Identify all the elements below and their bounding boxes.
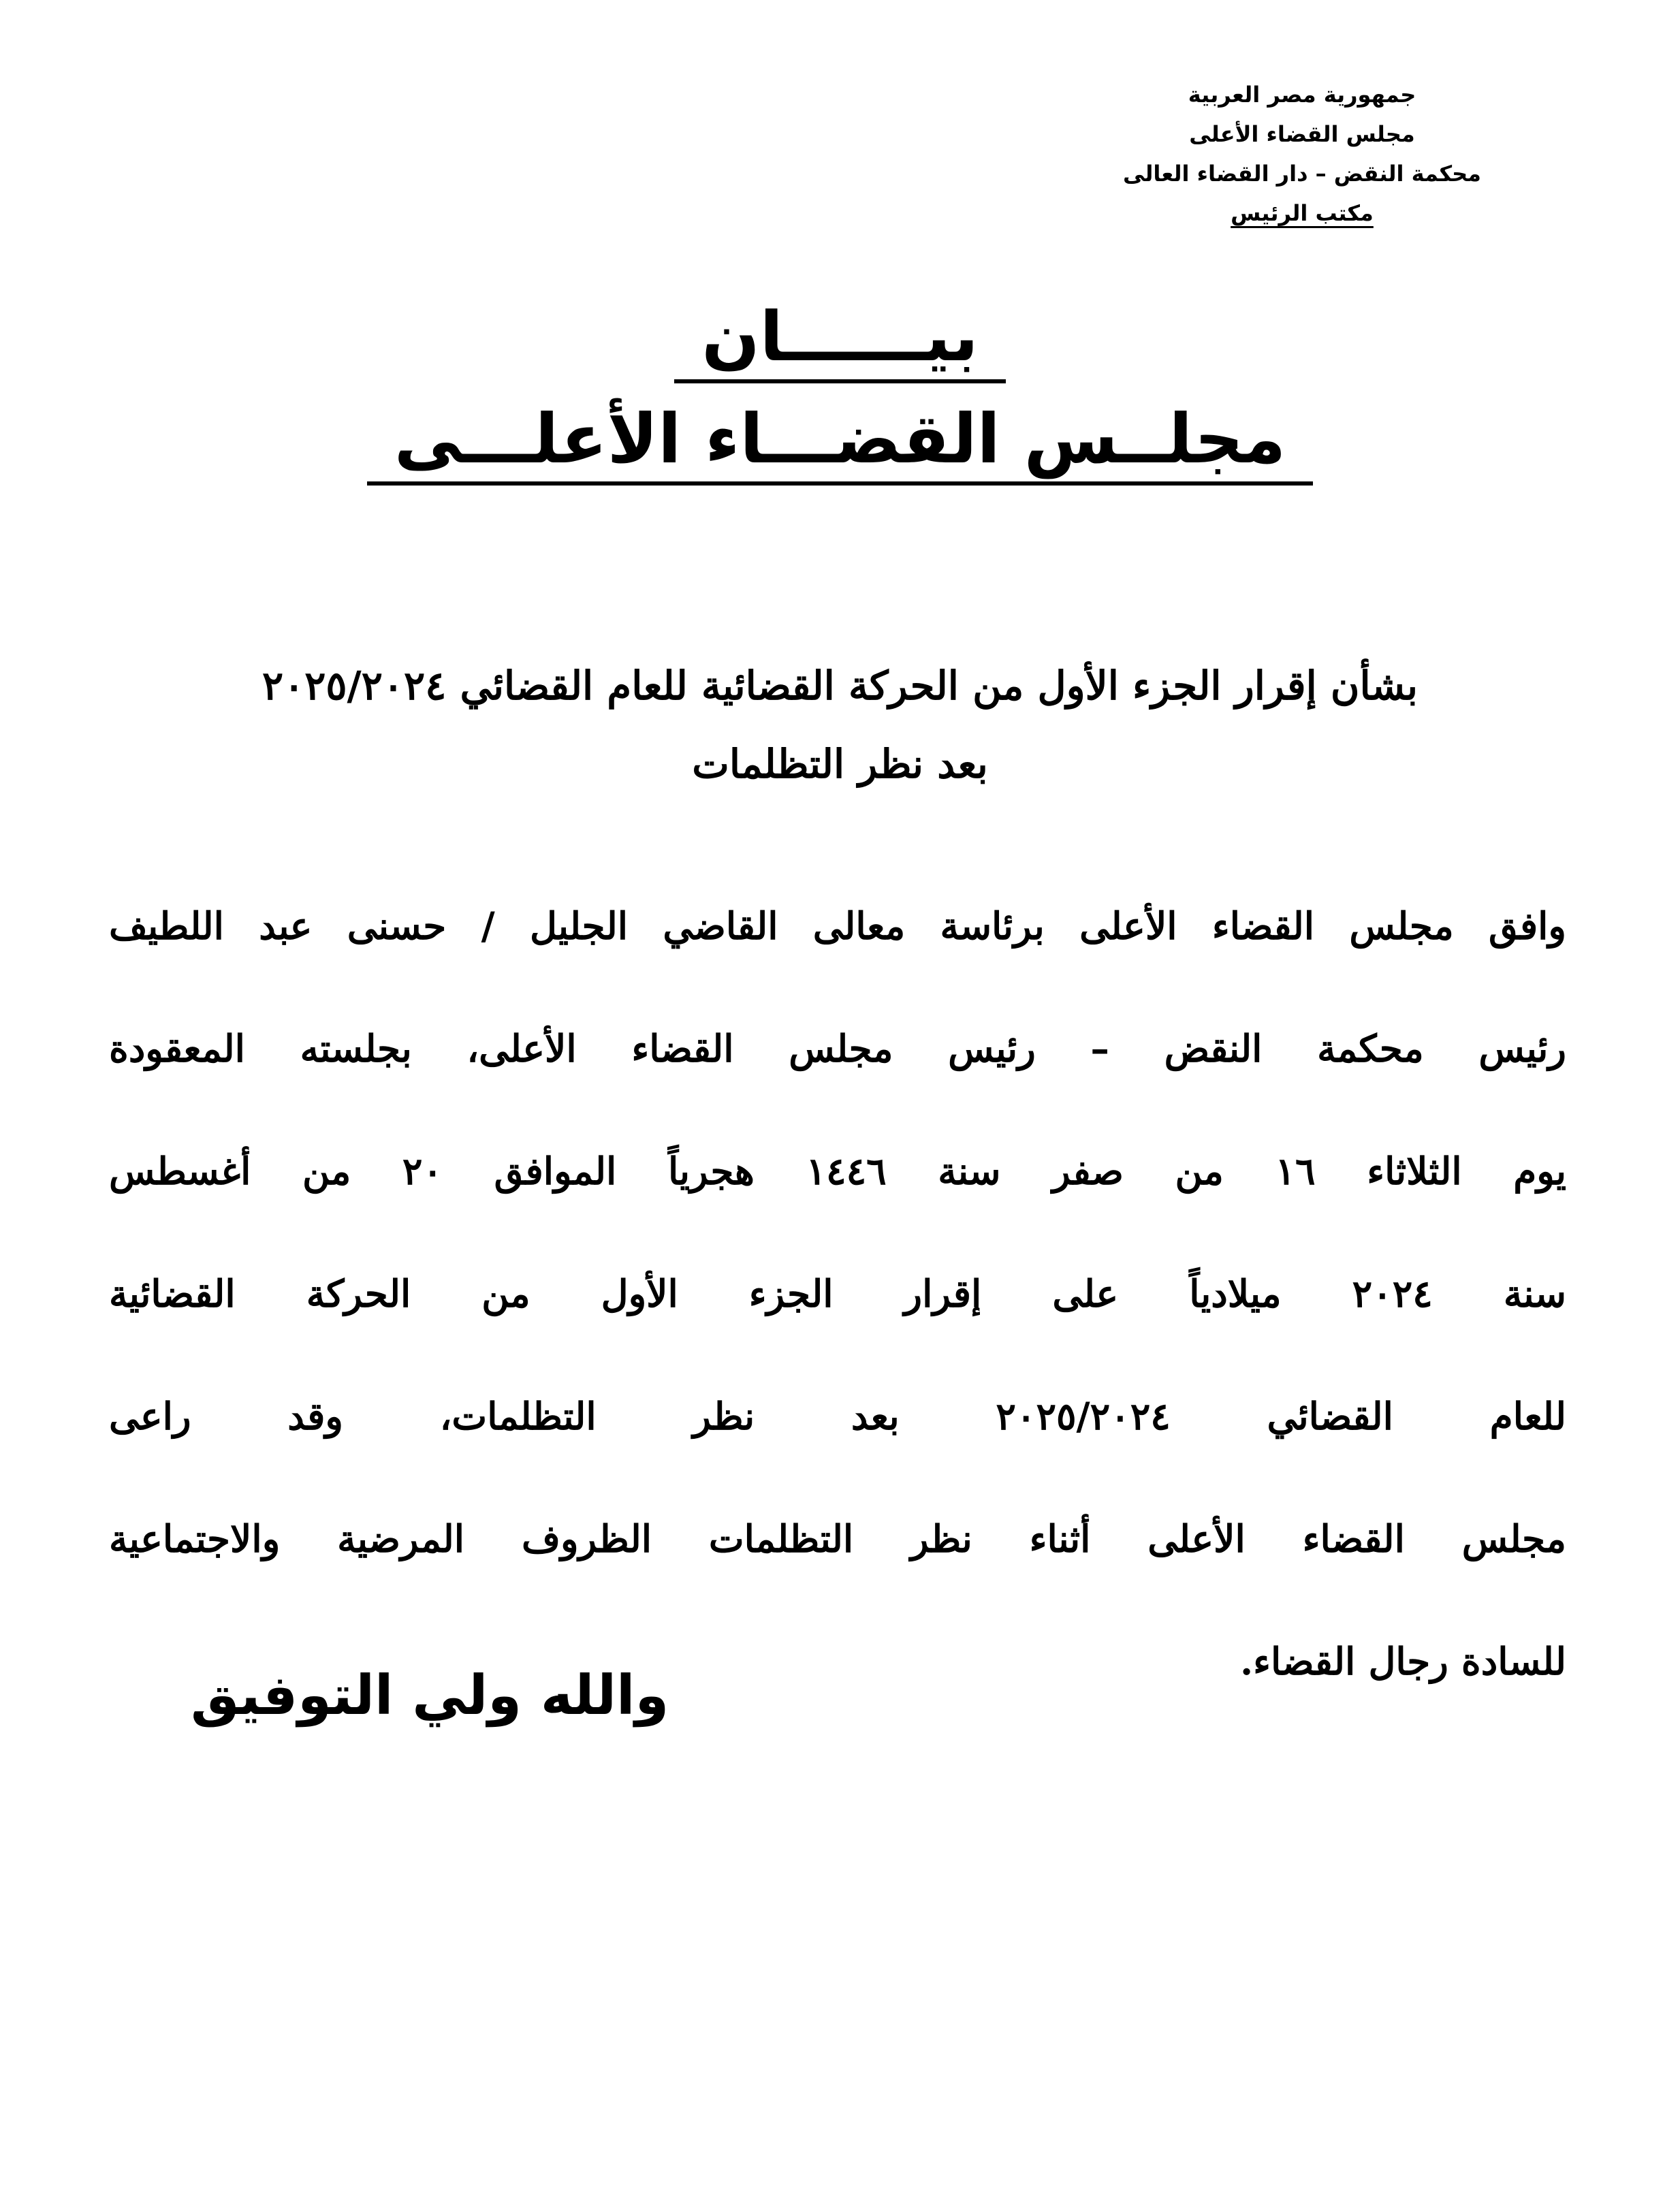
body-line: مجلس القضاء الأعلى أثناء نظر التظلمات الظروف المرضية والاجتماعية	[109, 1516, 1566, 1561]
document-subtitle: مجلــس القضـــاء الأعلـــى	[0, 388, 1680, 490]
closing-phrase: والله ولي التوفيق	[191, 1664, 669, 1727]
letterhead-council: مجلس القضاء الأعلى	[1189, 121, 1415, 147]
body-line: رئيس محكمة النقض – رئيس مجلس القضاء الأعلى، بجلسته المعقودة	[109, 1026, 1566, 1070]
document-title: بيــــــان	[0, 286, 1680, 388]
body-line: للعام القضائي ٢٠٢٥/٢٠٢٤ بعد نظر التظلمات، وقد راعى	[109, 1394, 1566, 1438]
body-line: سنة ٢٠٢٤ ميلادياً على إقرار الجزء الأول من الحركة القضائية	[109, 1271, 1566, 1316]
body-line: وافق مجلس القضاء الأعلى برئاسة معالى القاضي الجليل / حسنى عبد اللطيف	[109, 904, 1566, 948]
letterhead-office: مكتب الرئيس	[1231, 200, 1374, 226]
body-line: للسادة رجال القضاء.	[1240, 1639, 1566, 1683]
body-line: يوم الثلاثاء ١٦ من صفر سنة ١٤٤٦ هجرياً الموافق ٢٠ من أغسطس	[109, 1149, 1567, 1193]
letterhead-country: جمهورية مصر العربية	[1188, 82, 1416, 108]
subject-line-2: بعد نظر التظلمات	[692, 741, 988, 787]
letterhead	[1064, 75, 1540, 233]
document-heading	[0, 286, 1680, 490]
statement-body	[109, 865, 1566, 1723]
letterhead-court: محكمة النقض – دار القضاء العالى	[1123, 161, 1481, 187]
subject-block	[102, 647, 1578, 804]
subject-line-1: بشأن إقرار الجزء الأول من الحركة القضائية للعام القضائي ٢٠٢٥/٢٠٢٤	[261, 663, 1419, 709]
